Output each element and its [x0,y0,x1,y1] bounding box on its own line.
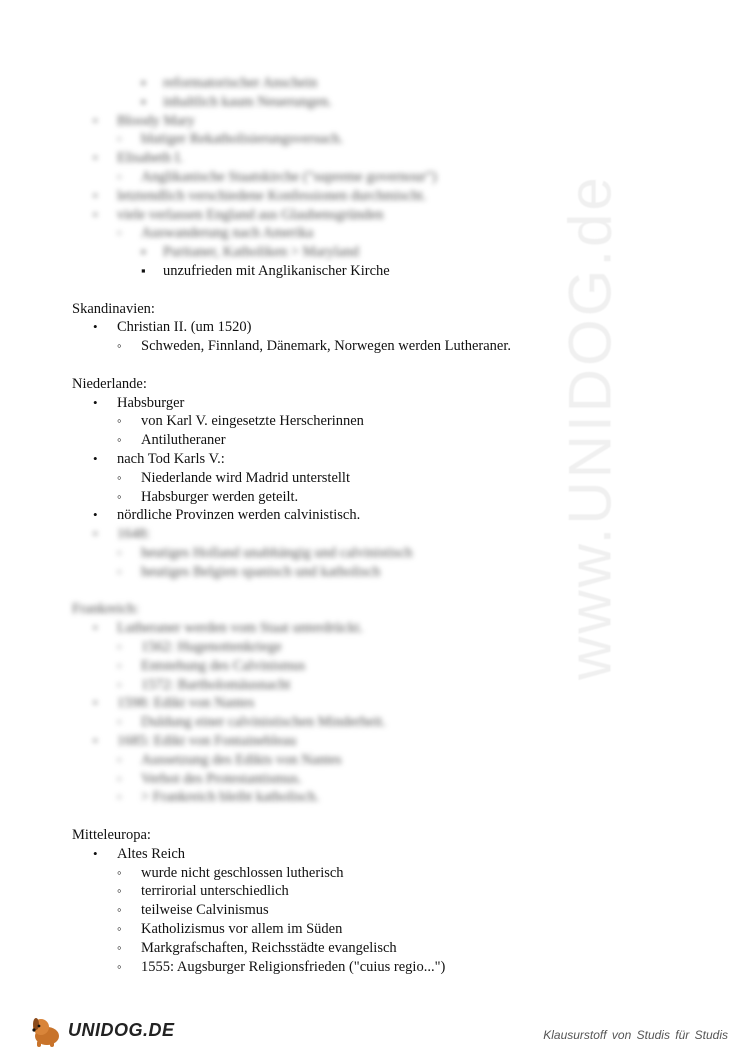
bullet-icon: • [93,507,98,523]
list-item-text: heutiges Belgien spanisch und katholisch [141,563,381,580]
list-item-text: Niederlande wird Madrid unterstellt [141,469,350,486]
bullet-icon: ◦ [117,883,122,899]
bullet-icon: ◦ [117,789,122,805]
bullet-icon: ◦ [117,751,122,767]
bullet-icon: ◦ [117,714,122,730]
list-item-text: Elisabeth I. [117,150,184,167]
bullet-icon: ◦ [117,864,122,880]
list-item-text: Markgrafschaften, Reichsstädte evangelisch [141,939,397,956]
bullet-icon: ◦ [117,639,122,654]
footer-tagline: Klausurstoff von Studis für Studis [543,1028,728,1042]
bullet-icon: ▪ [141,93,146,109]
bullet-icon: ◦ [117,169,122,184]
list-item-text: Christian II. (um 1520) [117,319,252,336]
bullet-icon: • [93,620,98,636]
list-item-text: Lutheraner werden vom Staat unterdrückt. [117,620,364,637]
list-item-text: nach Tod Karls V.: [117,451,225,467]
list-item-text: Duldung einer calvinistischen Minderheit. [141,714,386,731]
list-item-text: Entstehung des Calvinismus [141,657,306,674]
logo-text: UNIDOG.DE [68,1020,175,1040]
list-item-text: letztendlich verschiedene Konfessionen durchmischt. [117,187,427,204]
bullet-icon: • [93,150,98,166]
section-heading: Niederlande: [72,375,147,392]
bullet-icon: ◦ [117,770,122,786]
bullet-icon: • [93,695,98,711]
list-item-text: Antilutheraner [141,432,226,449]
list-item-text: inhaltlich kaum Neuerungen. [163,93,332,110]
list-item-text: terrirorial unterschiedlich [141,883,289,900]
list-item-text: heutiges Holland unabhängig und calvinistisch [141,545,413,561]
list-item-text: Auswanderung nach Amerika [141,225,314,242]
list-item-text: > Frankreich bleibt katholisch. [141,789,320,806]
bullet-icon: ◦ [117,131,122,147]
list-item-text: Altes Reich [117,845,186,862]
list-item-text: 1598: Edikt von Nantes [117,695,255,712]
list-item-text: Puritaner, Katholiken > Maryland [163,244,360,261]
bullet-icon: ◦ [117,225,122,241]
list-item-text: Habsburger [117,394,185,411]
list-item-text: Aussetzung des Edikts von Nantes [141,751,342,768]
list-item-text: nördliche Provinzen werden calvinistisch. [117,507,361,524]
list-item-text: 1572: Bartholomäusnacht [141,676,291,693]
list-item-text: Katholizismus vor allem im Süden [141,921,343,937]
bullet-icon: • [93,112,98,128]
bullet-icon: ▪ [141,75,146,90]
bullet-icon: ◦ [117,469,122,485]
watermark: www.UNIDOG.de [556,174,624,680]
list-item-text: 1648: [117,526,151,543]
bullet-icon: ◦ [117,413,122,429]
bullet-icon: ◦ [117,488,122,504]
bullet-icon: ◦ [117,432,122,448]
unidog-logo [28,1014,175,1048]
list-item-text: Habsburger werden geteilt. [141,488,299,505]
bullet-icon: • [93,526,98,542]
bullet-icon: ▪ [141,263,146,278]
bullet-icon: ◦ [117,657,122,673]
bullet-icon: • [93,394,98,410]
bullet-icon: • [93,845,98,861]
list-item-text: teilweise Calvinismus [141,902,269,919]
bullet-icon: ◦ [117,676,122,692]
list-item-text: 1562: Hugenottenkriege [141,639,282,655]
list-item-text: 1685: Edikt von Fontainebleau [117,733,297,749]
bullet-icon: ▪ [141,244,146,260]
bullet-icon: • [93,187,98,203]
bullet-icon: ◦ [117,545,122,560]
bullet-icon: ◦ [117,563,122,579]
list-item-text: reformatorischer Anschein [163,75,318,91]
bullet-icon: ◦ [117,902,122,918]
bullet-icon: • [93,451,98,466]
list-item-text: Schweden, Finnland, Dänemark, Norwegen werden Lutheraner. [141,338,512,355]
bullet-icon: ◦ [117,338,122,354]
bullet-icon: ◦ [117,921,122,936]
list-item-text: Anglikanische Staatskirche ("supreme governour") [141,169,437,185]
section-heading: Skandinavien: [72,300,155,317]
list-item-text: blutiger Rekatholisierungsversuch. [141,131,344,148]
list-item-text: viele verlassen England aus Glaubensgründen [117,206,384,223]
section-heading: Mitteleuropa: [72,827,151,843]
bullet-icon: ◦ [117,939,122,955]
bullet-icon: • [93,733,98,748]
bullet-icon: ◦ [117,958,122,974]
list-item-text: unzufrieden mit Anglikanischer Kirche [163,263,390,279]
bullet-icon: • [93,319,98,335]
list-item-text: von Karl V. eingesetzte Herscherinnen [141,413,364,430]
list-item-text: Verbot des Protestantismus. [141,770,302,787]
section-heading: Frankreich: [72,601,139,618]
list-item-text: 1555: Augsburger Religionsfrieden ("cuius regio...") [141,958,446,975]
list-item-text: Bloody Mary [117,112,195,129]
list-item-text: wurde nicht geschlossen lutherisch [141,864,344,881]
bullet-icon: • [93,206,98,222]
dog-icon [28,1014,66,1048]
